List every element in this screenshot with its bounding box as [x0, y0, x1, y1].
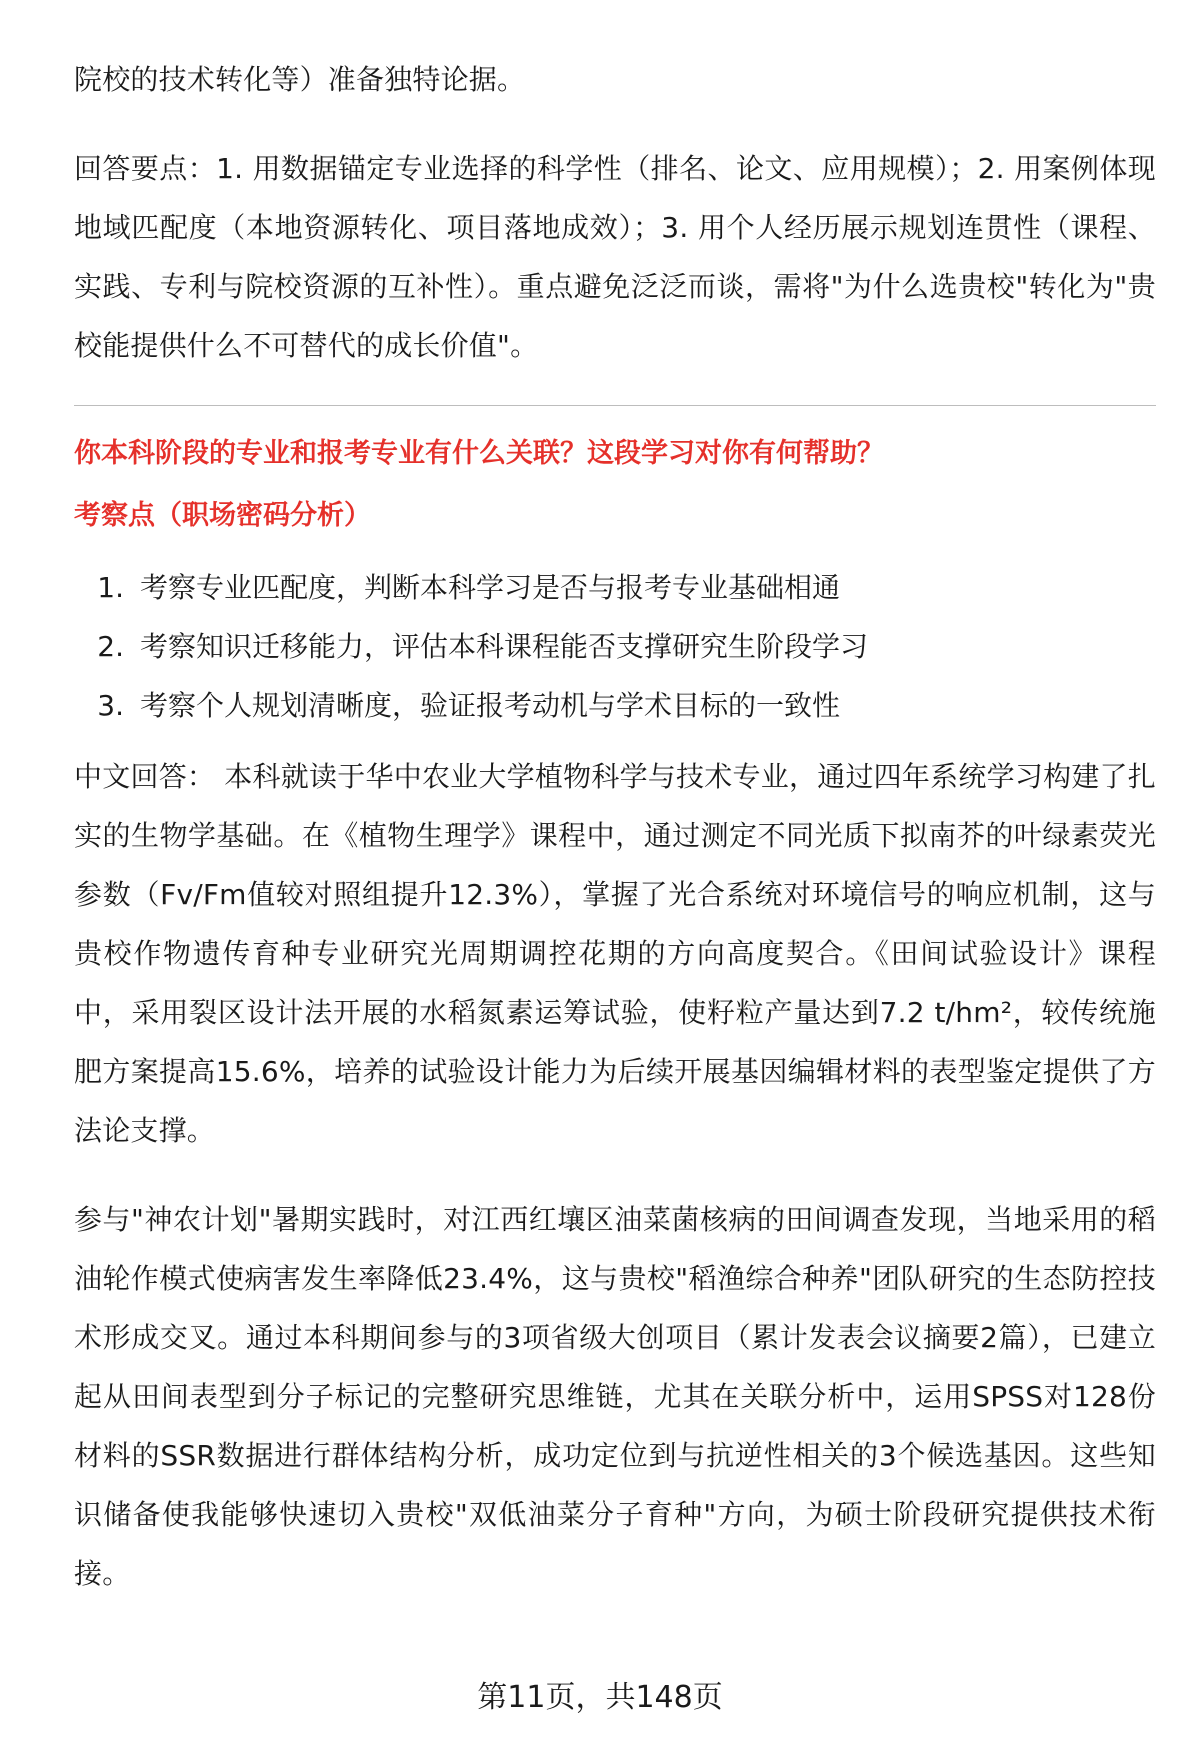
answer-paragraph-2: 参与"神农计划"暑期实践时，对江西红壤区油菜菌核病的田间调查发现，当地采用的稻油轮作模式使病害发生率降低23.4%，这与贵校"稻渔综合种养"团队研究的生态防控技术形成交叉。通过本科期间参与的3项省级大创项目（累计发表会议摘要2篇），已建立起从田间表型到分子标记的完整研究思维链，尤其在关联分析中，运用SPSS对128份材料的SSR数据进行群体结构分析，成功定位到与抗逆性相关的3个候选基因。这些知识储备使我能够快速切入贵校"双低油菜分子育种"方向，为硕士阶段研究提供技术衔接。 — [74, 1203, 1156, 1590]
list-item — [74, 676, 1156, 735]
question-heading: 你本科阶段的专业和报考专业有什么关联？这段学习对你有何帮助？ — [74, 438, 884, 469]
intro-tail-paragraph: 院校的技术转化等）准备独特论据。 — [74, 63, 526, 96]
answer-points-paragraph: 回答要点：1. 用数据锚定专业选择的科学性（排名、论文、应用规模）；2. 用案例体现地域匹配度（本地资源转化、项目落地成效）；3. 用个人经历展示规划连贯性（课程、实践、专利与院校资源的互补性）。重点避免泛泛而谈，需将"为什么选贵校"转化为"贵校能提供什么不可替代的成长价值"。 — [74, 152, 1156, 362]
list-item — [74, 558, 1156, 617]
list-item-number: 1. — [97, 571, 124, 604]
answer-paragraph-1: 中文回答： 本科就读于华中农业大学植物科学与技术专业，通过四年系统学习构建了扎实的生物学基础。在《植物生理学》课程中，通过测定不同光质下拟南芥的叶绿素荧光参数（Fv/Fm值较对照组提升12.3%），掌握了光合系统对环境信号的响应机制，这与贵校作物遗传育种专业研究光周期调控花期的方向高度契合。《田间试验设计》课程中，采用裂区设计法开展的水稻氮素运筹试验，使籽粒产量达到7.2 t/hm²，较传统施肥方案提高15.6%，培养的试验设计能力为后续开展基因编辑材料的表型鉴定提供了方法论支撑。 — [74, 760, 1156, 1147]
list-item-number: 3. — [97, 689, 124, 722]
list-item-text: 考察个人规划清晰度，验证报考动机与学术目标的一致性 — [140, 689, 841, 722]
list-item-text: 考察专业匹配度，判断本科学习是否与报考专业基础相通 — [140, 571, 841, 604]
exam-points-list — [74, 558, 1156, 735]
page-number-footer: 第11页，共148页 — [477, 1680, 723, 1715]
document-page — [74, 50, 1156, 1603]
list-item-number: 2. — [97, 630, 124, 663]
list-item — [74, 617, 1156, 676]
list-item-text: 考察知识迁移能力，评估本科课程能否支撑研究生阶段学习 — [140, 630, 869, 663]
exam-points-heading: 考察点（职场密码分析） — [74, 500, 371, 531]
